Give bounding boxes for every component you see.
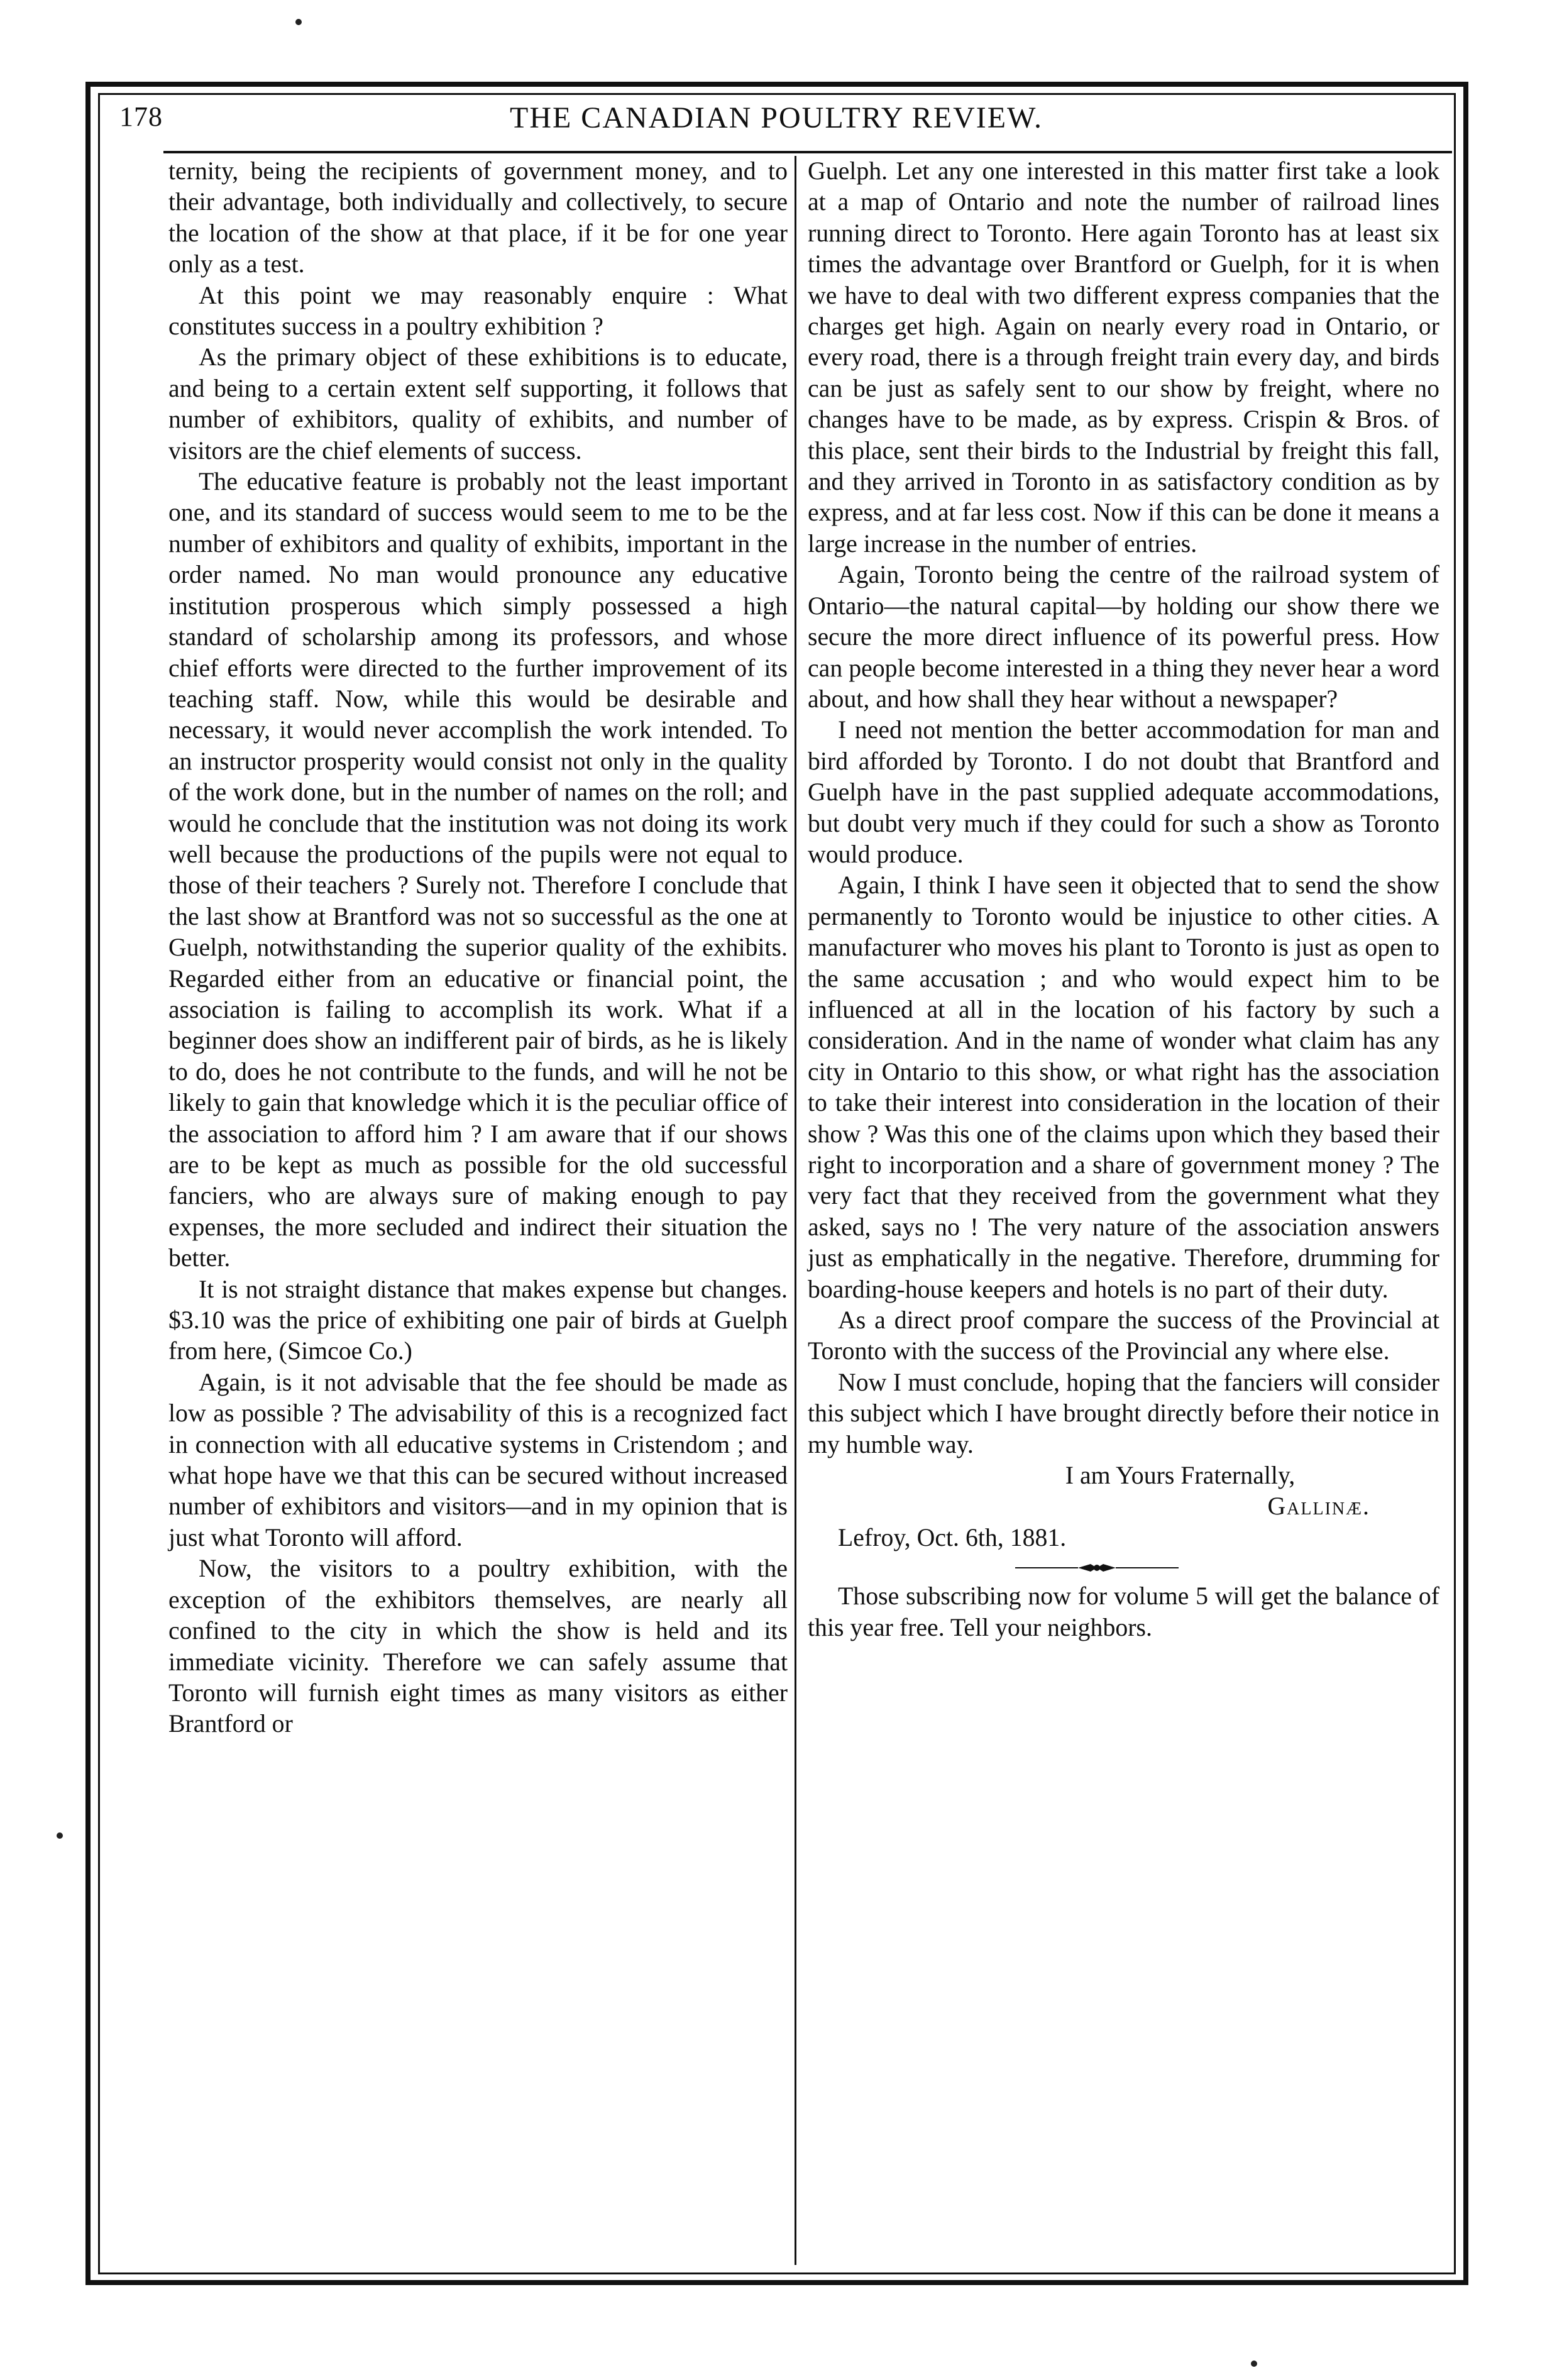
paragraph: As the primary object of these exhibitions is to educate, and being to a certain extent self supporting, it follows that number of exhibitors, quality of exhibits, and number of visitors are the chief elements of success.: [168, 343, 788, 465]
subscription-notice: Those subscribing now for volume 5 will get the balance of this year free. Tell your neighbors.: [808, 1582, 1439, 1641]
paragraph: Again, Toronto being the centre of the railroad system of Ontario—the natural capital—by holding our show there we secure the more direct influence of its powerful press. How can people become interested in a thing they never hear a word about, and how shall they hear without a newspaper?: [808, 561, 1439, 713]
letter-closing: [808, 1460, 1439, 1553]
page-number: 178: [119, 101, 163, 132]
paragraph: At this point we may reasonably enquire : What constitutes success in a poultry exhibition ?: [168, 281, 788, 341]
paragraph: It is not straight distance that makes expense but changes. $3.10 was the price of exhibiting one pair of birds at Guelph from here, (Simcoe Co.): [168, 1275, 788, 1365]
ornamental-divider-icon: [808, 1553, 1439, 1581]
scan-speck: [1251, 2361, 1257, 2367]
paragraph: The educative feature is probably not the least important one, and its standard of success would seem to me to be the number of exhibitors and quality of exhibits, important in the order named. No man would pronounce any educative institution prosperous which simply possessed a high standard of scholarship among its professors, and whose chief efforts were directed to the further improvement of its teaching staff. Now, while this would be desirable and necessary, it would never accomplish the work intended. To an instructor prosperity would consist not only in the quality of the work done, but in the number of names on the roll; and would he conclude that the institution was not doing its work well because the productions of the pupils were not equal to those of their teachers ? Surely not. Therefore I conclude that the last show at Brantford was not so successful as the one at Guelph, notwithstanding the superior quality of the exhibits. Regarded either from an educative or financial point, the association is failing to accomplish its work. What if a beginner does show an indifferent pair of birds, as he is likely to do, does he not contribute to the funds, and will he not be likely to gain that knowledge which it is the peculiar office of the association to afford him ? I am aware that if our shows are to be kept as much as possible for the old successful fanciers, who are always sure of making enough to pay expenses, the more secluded and indirect their situation the better.: [168, 468, 788, 1272]
signature: Gallinæ.: [1267, 1492, 1370, 1521]
paragraph: As a direct proof compare the success of the Provincial at Toronto with the success of the Provincial any where else.: [808, 1306, 1439, 1365]
paragraph: ternity, being the recipients of government money, and to their advantage, both individually and collectively, to secure the location of the show at that place, if it be for one year only as a test.: [168, 157, 788, 278]
valediction: I am Yours Fraternally,: [1065, 1462, 1296, 1490]
header-rule: [163, 151, 1452, 153]
paragraph: Guelph. Let any one interested in this matter first take a look at a map of Ontario and note the number of railroad lines running direct to Toronto. Here again Toronto has at least six times the advantage over Brantford or Guelph, for it is when we have to deal with two different express companies that the charges get high. Again on nearly every road in Ontario, or every road, there is a through freight train every day, and birds can be just as safely sent to our show by freight, where no changes have to be made, as by express. Crispin & Bros. of this place, sent their birds to the Industrial by freight this fall, and they arrived in Toronto in as satisfactory condition as by express, and at far less cost. Now if this can be done it means a large increase in the number of entries.: [808, 157, 1439, 558]
paragraph: Again, I think I have seen it objected that to send the show permanently to Toronto would be injustice to other cities. A manufacturer who moves his plant to Toronto is just as open to the same accusation ; and who would expect him to be influenced at all in the location of his factory by such a consideration. And in the name of wonder what claim has any city in Ontario to this show, or what right has the association to take their interest into consideration in the location of their show ? Was this one of the claims upon which they based their right to incorporation and a share of government money ? The very fact that they received from the government what they asked, says no ! The very nature of the association answers just as emphatically in the negative. Therefore, drumming for boarding-house keepers and hotels is no part of their duty.: [808, 871, 1439, 1303]
scan-speck: [57, 1832, 63, 1839]
paragraph: Again, is it not advisable that the fee should be made as low as possible ? The advisability of this is a recognized fact in connection with all educative systems in Cristendom ; and what hope have we that this can be secured without increased number of exhibitors and visitors—and in my opinion that is just what Toronto will afford.: [168, 1368, 788, 1551]
left-column: [168, 156, 788, 1740]
column-divider: [795, 156, 796, 2265]
paragraph: Now, the visitors to a poultry exhibition, with the exception of the exhibitors themselves, are nearly all confined to the city in which the show is held and its immediate vicinity. Therefore we can safely assume that Toronto will furnish eight times as many visitors as either Brantford or: [168, 1555, 788, 1738]
page-header: [107, 94, 1446, 157]
scan-speck: [295, 19, 302, 25]
dateline: Lefroy, Oct. 6th, 1881.: [838, 1523, 1067, 1551]
page-title: THE CANADIAN POULTRY REVIEW.: [510, 101, 1043, 135]
right-column: [808, 156, 1439, 1643]
paragraph: Now I must conclude, hoping that the fanciers will consider this subject which I have brought directly before their notice in my humble way.: [808, 1368, 1439, 1458]
paragraph: I need not mention the better accommodation for man and bird afforded by Toronto. I do not doubt that Brantford and Guelph have in the past supplied adequate accommodations, but doubt very much if they could for such a show as Toronto would produce.: [808, 716, 1439, 868]
